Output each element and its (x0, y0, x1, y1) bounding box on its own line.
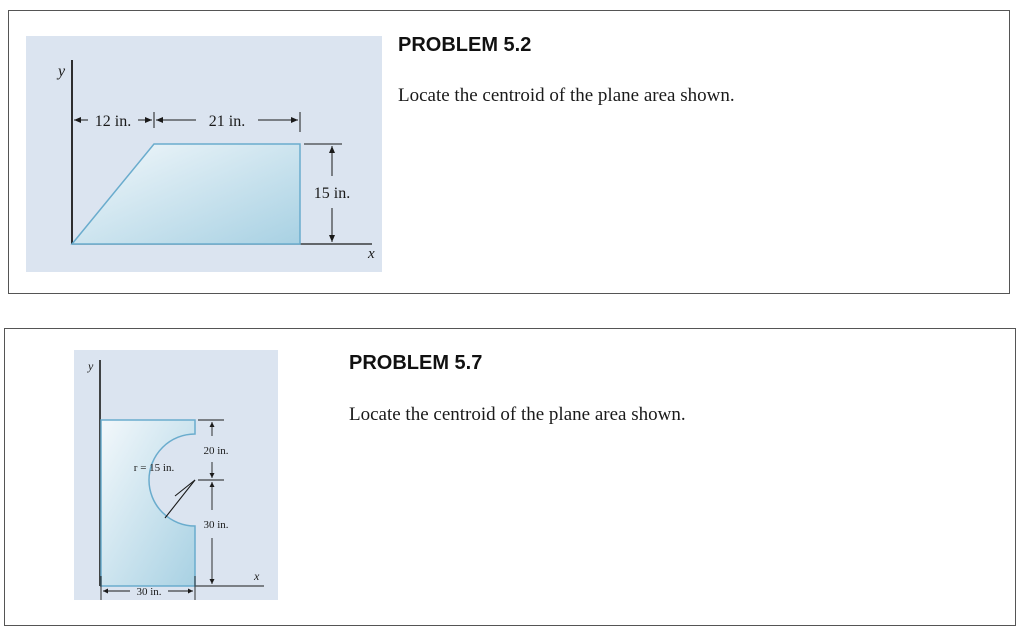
problem-5-2-statement: Locate the centroid of the plane area shown. (398, 85, 735, 106)
dim-21-in: 21 in. (208, 113, 246, 130)
problem-5-2-title: PROBLEM 5.2 (398, 34, 532, 56)
y-axis-label: y (58, 63, 66, 80)
dim-15-in: 15 in. (313, 185, 351, 202)
y-axis-label: y (88, 359, 94, 373)
dim-30-in-width: 30 in. (136, 586, 162, 598)
dim-radius: r = 15 in. (133, 462, 175, 474)
problem-5-7-statement: Locate the centroid of the plane area shown. (349, 404, 686, 425)
problem-5-7-title: PROBLEM 5.7 (349, 352, 483, 374)
dim-30-in-height: 30 in. (203, 519, 229, 531)
dim-20-in: 20 in. (203, 445, 229, 457)
problem-5-7-figure (74, 350, 284, 600)
x-axis-label: x (254, 569, 260, 583)
x-axis-label: x (368, 246, 375, 262)
dim-12-in: 12 in. (94, 113, 132, 130)
problem-5-2-figure (26, 36, 386, 272)
